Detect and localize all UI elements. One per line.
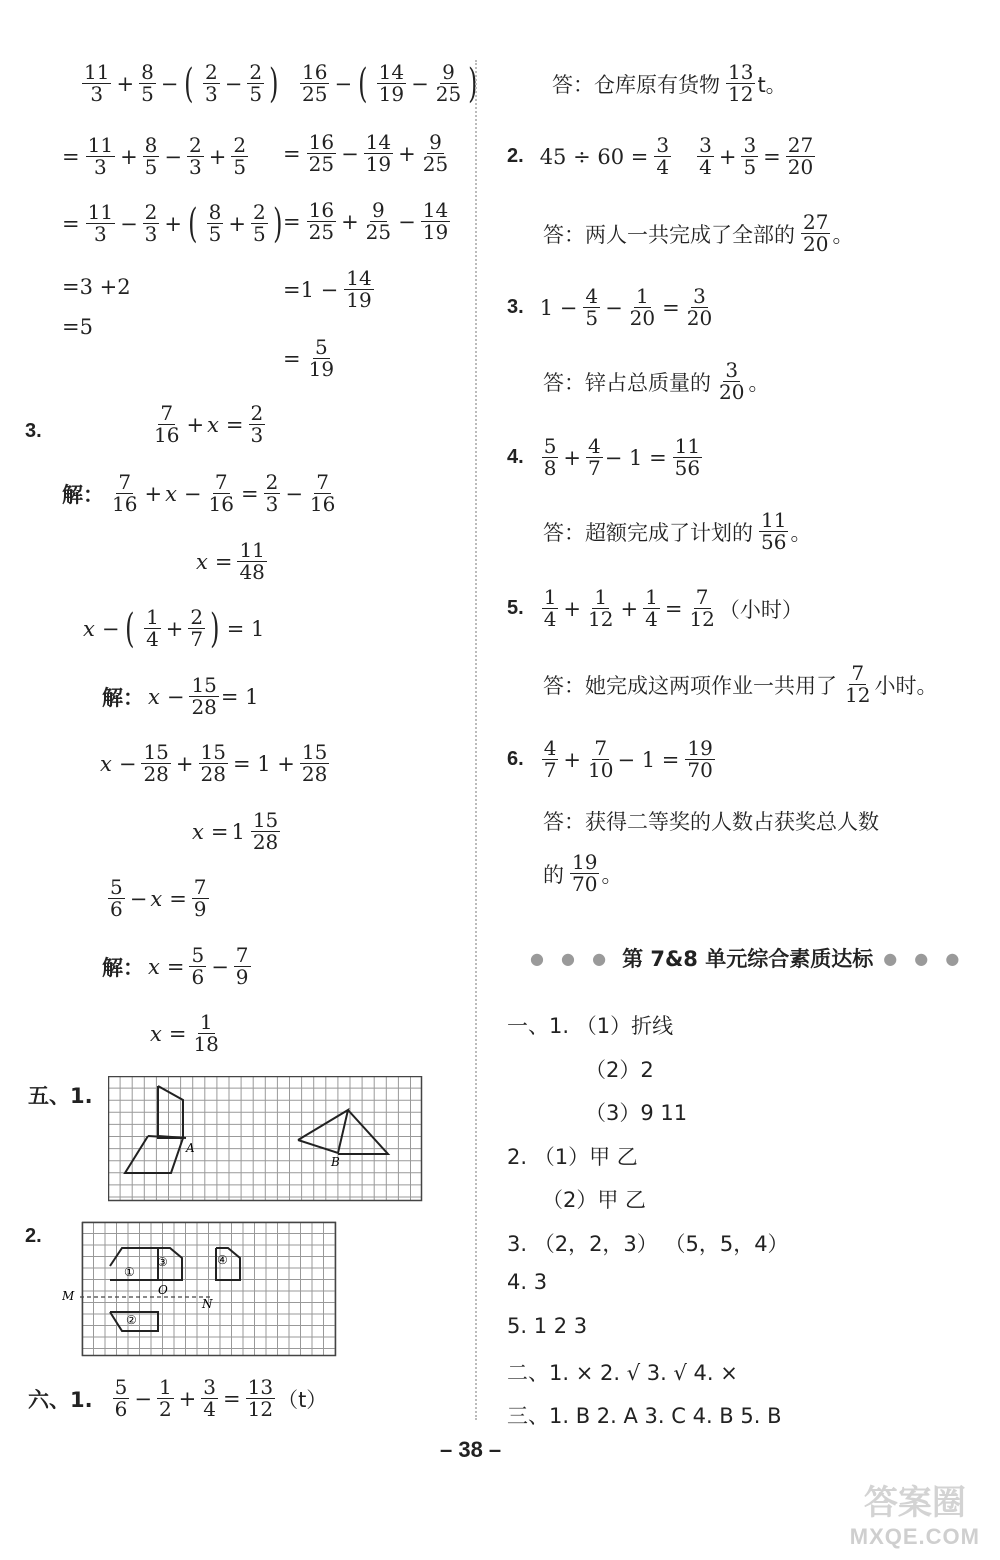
fraction: $\frac{27}{20}$ [787, 133, 814, 179]
s7: 三、1. B 2. A 3. C 4. B 5. B [507, 1404, 782, 1428]
fraction: $\frac{15}{28}$ [301, 740, 328, 786]
fraction: $\frac{13}{12}$ [728, 60, 754, 106]
answer-6-line2: 的 $\frac{19}{70}$ 。 [543, 850, 623, 896]
column-divider [475, 60, 477, 1420]
fraction: $\frac{14}{19}$ [378, 60, 405, 106]
fraction: $\frac{16}{25}$ [302, 60, 328, 106]
problem-5: 5. $\frac{1}{4}$ + $\frac{1}{12}$ + $\frac{1}{4}$ = $\frac{7}{12}$ （小时） [507, 585, 803, 631]
q3-eq2-step: x − $\frac{15}{28}$ + $\frac{15}{28}$ = 1 + $\frac{15}{28}$ [100, 740, 328, 786]
fraction: $\frac{15}{28}$ [200, 740, 226, 786]
calc2-line4: =1 − $\frac{14}{19}$ [283, 266, 372, 312]
calc2-line5: = $\frac{5}{19}$ [283, 335, 335, 381]
calc1-line4: =3 +2 [62, 275, 131, 299]
fraction: $\frac{2}{3}$ [205, 60, 218, 106]
svg-text:④: ④ [217, 1253, 228, 1267]
fraction: $\frac{19}{70}$ [572, 850, 598, 896]
q3-label: 3. [25, 420, 42, 442]
q3-eq3-solve: 解： x = $\frac{5}{6}$ − $\frac{7}{9}$ [102, 943, 249, 989]
fraction: $\frac{4}{7}$ [543, 736, 557, 782]
calc2-line3: = $\frac{16}{25}$ + $\frac{9}{25}$ − $\frac{14}{19}$ [283, 198, 449, 244]
fraction: $\frac{9}{25}$ [435, 60, 462, 106]
shape-triangle-1 [298, 1110, 348, 1153]
fraction: $\frac{7}{9}$ [235, 943, 249, 989]
fraction: $\frac{1}{4}$ [645, 585, 658, 631]
svg-text:③: ③ [157, 1255, 168, 1269]
fraction: $\frac{1}{2}$ [158, 1375, 172, 1421]
fraction: $\frac{8}{5}$ [208, 200, 222, 246]
s6: 二、1. × 2. √ 3. √ 4. × [507, 1361, 738, 1385]
q3-eq3-answer: x = $\frac{1}{18}$ [150, 1010, 219, 1056]
grid-figure-1 [108, 1076, 424, 1202]
fraction: $\frac{7}{16}$ [154, 401, 180, 447]
fraction: $\frac{4}{5}$ [585, 284, 599, 330]
fraction: $\frac{1}{18}$ [193, 1010, 219, 1056]
s2-line1: 2. （1）甲 乙 [507, 1145, 638, 1169]
calc2-line2: = $\frac{16}{25}$ − $\frac{14}{19}$ + $\frac{9}{25}$ [283, 130, 449, 176]
fraction: $\frac{3}{5}$ [743, 133, 757, 179]
answer-1: 答：仓库原有货物 $\frac{13}{12}$ t。 [552, 60, 787, 106]
q3-eq2-solve: 解： x − $\frac{15}{28}$ = 1 [102, 673, 259, 719]
fraction: $\frac{3}{4}$ [699, 133, 712, 179]
fraction: $\frac{2}{3}$ [250, 401, 264, 447]
page-number: – 38 – [440, 1437, 502, 1462]
svg-text:②: ② [126, 1313, 137, 1327]
fraction: $\frac{5}{6}$ [110, 875, 123, 921]
fraction: $\frac{3}{4}$ [656, 133, 670, 179]
calc1-line2: = $\frac{11}{3}$ + $\frac{8}{5}$ − $\frac{2}{3}$ + $\frac{2}{5}$ [62, 133, 247, 179]
answer-4: 答：超额完成了计划的 $\frac{11}{56}$ 。 [543, 508, 812, 554]
fraction: $\frac{16}{25}$ [308, 130, 335, 176]
fraction: $\frac{11}{3}$ [84, 60, 110, 106]
svg-text:N: N [202, 1297, 213, 1311]
answer-3: 答：锌占总质量的 $\frac{3}{20}$ 。 [543, 358, 770, 404]
fraction: $\frac{19}{70}$ [687, 736, 713, 782]
fraction: $\frac{2}{3}$ [265, 470, 279, 516]
fraction: $\frac{14}{19}$ [365, 130, 392, 176]
watermark: 答案圈 MXQE.COM [849, 1483, 980, 1549]
fraction: $\frac{2}{5}$ [233, 133, 247, 179]
fraction: $\frac{11}{3}$ [87, 133, 114, 179]
calc1-line5: =5 [62, 315, 93, 339]
fraction: $\frac{1}{4}$ [146, 605, 159, 651]
q6-eq: 六、1. $\frac{5}{6}$ − $\frac{1}{2}$ + $\frac{3}{4}$ = $\frac{13}{12}$ （t） [28, 1375, 328, 1421]
fraction: $\frac{2}{5}$ [249, 60, 263, 106]
q3-eq3: $\frac{5}{6}$ − x = $\frac{7}{9}$ [110, 875, 207, 921]
fraction: $\frac{16}{25}$ [308, 198, 335, 244]
problem-3: 3. 1 − $\frac{4}{5}$ − $\frac{1}{20}$ = $\frac{3}{20}$ [507, 284, 713, 330]
fraction: $\frac{15}{28}$ [143, 740, 169, 786]
q3-eq2: x − ( $\frac{1}{4}$ + $\frac{2}{7}$ ) = 1 [83, 605, 265, 652]
s1-line3: （3）9 11 [585, 1101, 688, 1125]
s5: 5. 1 2 3 [507, 1314, 588, 1338]
fraction: $\frac{13}{12}$ [247, 1375, 274, 1421]
answer-2: 答：两人一共完成了全部的 $\frac{27}{20}$ 。 [543, 210, 854, 256]
fraction: $\frac{3}{20}$ [686, 284, 713, 330]
answer-6-line1: 答：获得二等奖的人数占获奖总人数 [543, 810, 879, 834]
fraction: $\frac{3}{4}$ [203, 1375, 217, 1421]
fraction: $\frac{8}{5}$ [141, 60, 154, 106]
fraction: $\frac{7}{16}$ [208, 470, 234, 516]
answer-5: 答：她完成这两项作业一共用了 $\frac{7}{12}$ 小时。 [543, 661, 938, 707]
fraction: $\frac{2}{3}$ [144, 200, 158, 246]
section-title [530, 943, 965, 973]
fraction: $\frac{5}{19}$ [308, 335, 335, 381]
fraction: $\frac{14}{19}$ [422, 198, 449, 244]
fraction: $\frac{27}{20}$ [803, 210, 829, 256]
fraction: $\frac{1}{20}$ [629, 284, 656, 330]
q3-eq2-answer: x = 1 $\frac{15}{28}$ [192, 808, 279, 854]
fraction: $\frac{7}{9}$ [193, 875, 207, 921]
fraction: $\frac{5}{6}$ [114, 1375, 128, 1421]
fraction: $\frac{1}{12}$ [588, 585, 614, 631]
fraction: $\frac{11}{56}$ [674, 434, 701, 480]
fraction: $\frac{7}{12}$ [689, 585, 715, 631]
fraction: $\frac{14}{19}$ [346, 266, 372, 312]
fraction: $\frac{5}{6}$ [191, 943, 205, 989]
fraction: $\frac{8}{5}$ [144, 133, 158, 179]
calc1-line1: $\frac{11}{3}$ + $\frac{8}{5}$ − ( $\frac{2}{3}$ − $\frac{2}{5}$ ) [84, 60, 279, 107]
fraction: $\frac{2}{7}$ [190, 605, 204, 651]
svg-text:O: O [158, 1283, 168, 1297]
s1-line1: 一、1. （1）折线 [507, 1014, 674, 1038]
grid-lines [82, 1222, 336, 1356]
q3-eq1: $\frac{7}{16}$ + x = $\frac{2}{3}$ [154, 401, 264, 447]
calc2-line1: $\frac{16}{25}$ − ( $\frac{14}{19}$ − $\frac{9}{25}$ ) [302, 60, 478, 107]
s1-line2: （2）2 [585, 1058, 654, 1082]
fraction: $\frac{5}{8}$ [543, 434, 557, 480]
fraction: $\frac{9}{25}$ [365, 198, 392, 244]
fraction: $\frac{7}{16}$ [112, 470, 138, 516]
fraction: $\frac{7}{10}$ [588, 736, 614, 782]
section-title-text: 第 7&8 单元综合素质达标 [622, 947, 874, 971]
svg-text:M: M [62, 1289, 75, 1303]
fraction: $\frac{9}{25}$ [422, 130, 449, 176]
fraction: $\frac{11}{3}$ [87, 200, 114, 246]
fraction: $\frac{3}{20}$ [719, 358, 745, 404]
problem-4: 4. $\frac{5}{8}$ + $\frac{4}{7}$ − 1 = $\frac{11}{56}$ [507, 434, 701, 480]
fraction: $\frac{11}{48}$ [239, 538, 265, 584]
label-b: B [331, 1155, 340, 1169]
fraction: $\frac{1}{4}$ [543, 585, 557, 631]
calc1-line3: = $\frac{11}{3}$ − $\frac{2}{3}$ + ( $\frac{8}{5}$ + $\frac{2}{5}$ ) [62, 200, 283, 247]
fraction: $\frac{2}{3}$ [189, 133, 202, 179]
s2-line2: （2）甲 乙 [542, 1188, 647, 1212]
s3: 3. （2，2，3） （5，5，4） [507, 1232, 789, 1256]
dots-decoration: ● ● ● [530, 948, 613, 968]
q5-label: 五、1. [28, 1084, 93, 1108]
svg-text:①: ① [124, 1265, 135, 1279]
label-a: A [186, 1141, 195, 1155]
fraction: $\frac{15}{28}$ [191, 673, 217, 719]
fraction: $\frac{7}{12}$ [845, 661, 871, 707]
fraction: $\frac{11}{56}$ [761, 508, 787, 554]
q3-eq1-answer: x = $\frac{11}{48}$ [196, 538, 265, 584]
fraction: $\frac{7}{16}$ [309, 470, 336, 516]
problem-6: 6. $\frac{4}{7}$ + $\frac{7}{10}$ − 1 = $\frac{19}{70}$ [507, 736, 713, 782]
dots-decoration: ● ● ● [883, 948, 966, 968]
shape-parallelogram [125, 1136, 183, 1173]
q3-eq1-solve: 解： $\frac{7}{16}$ + x − $\frac{7}{16}$ = $\frac{2}{3}$ − $\frac{7}{16}$ [62, 470, 336, 516]
s4: 4. 3 [507, 1270, 548, 1294]
fraction: $\frac{4}{7}$ [588, 434, 601, 480]
problem-2: 2. 45 ÷ 60 = $\frac{3}{4}$ $\frac{3}{4}$ + $\frac{3}{5}$ = $\frac{27}{20}$ [507, 133, 814, 179]
grid-figure-2 [62, 1218, 338, 1360]
fraction: $\frac{2}{5}$ [252, 200, 266, 246]
q5-2-label: 2. [25, 1225, 42, 1247]
fraction: $\frac{15}{28}$ [252, 808, 279, 854]
